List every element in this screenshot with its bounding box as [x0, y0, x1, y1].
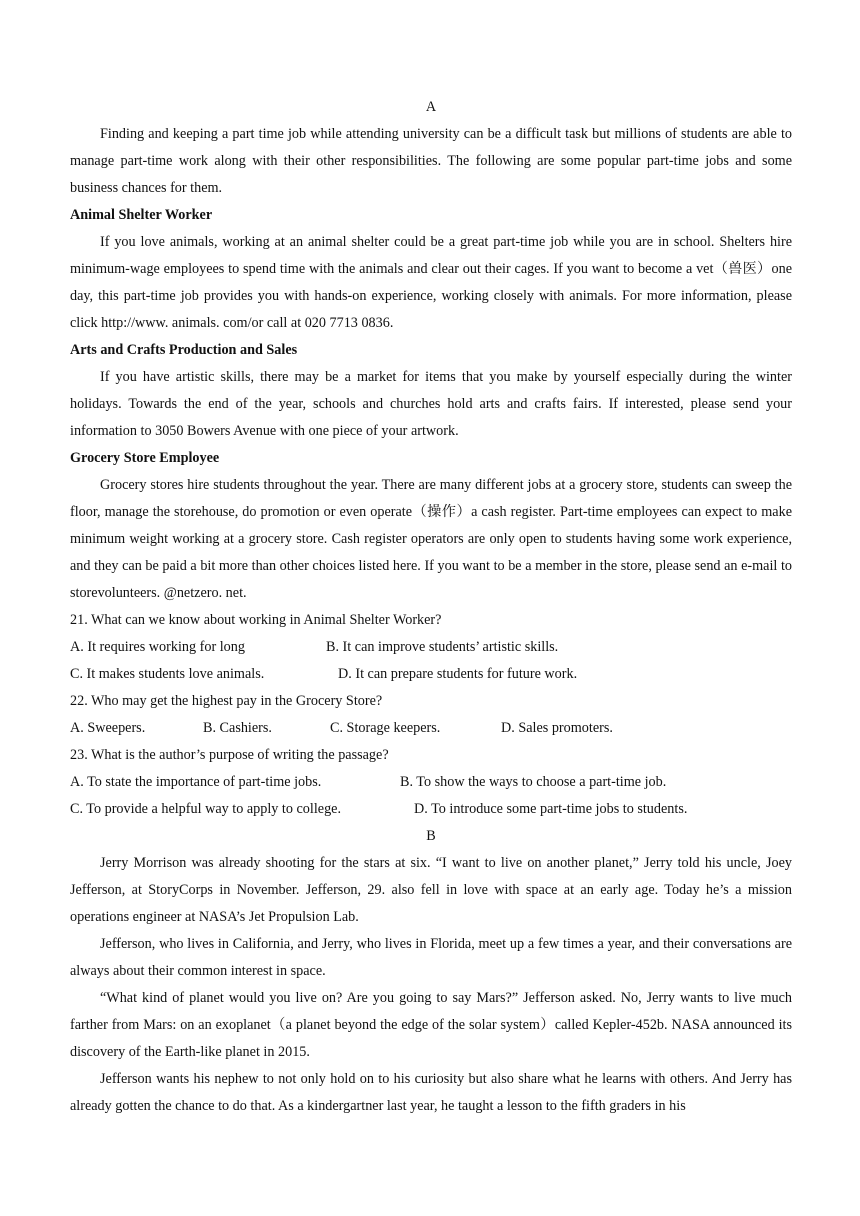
option-d: D. Sales promoters.: [501, 720, 613, 736]
option-c: C. Storage keepers.: [330, 720, 441, 736]
job-paragraph: Grocery stores hire students throughout the year. There are many different jobs at a grocery store, students can sweep the floor, manage the storehouse, do promotion or even operate（操作）a cash register. Part-time employees can expect to make minimum weight working at a grocery store. Cash register operators are only open to students having some work experience, and they can be paid a bit more than other choices listed here. If you want to be a member in the store, please send an e-mail to storevolunteers. @netzero. net.: [70, 477, 792, 601]
passage-b-paragraph: Jerry Morrison was already shooting for the stars at six. “I want to live on another planet,” Jerry told his uncle, Joey Jefferson, at StoryCorps in November. Jefferson, 29. also fell in love with space at an early age. Today he’s a mission operations engineer at NASA’s Jet Propulsion Lab.: [70, 855, 792, 925]
intro-paragraph: Finding and keeping a part time job while attending university can be a difficult task but millions of students are able to manage part-time work along with their other responsibilities. The following are some popular part-time jobs and some business chances for them.: [70, 126, 792, 196]
option-d: D. To introduce some part-time jobs to students.: [414, 801, 688, 817]
question-22: 22. Who may get the highest pay in the Grocery Store?: [70, 693, 383, 709]
job-heading: Animal Shelter Worker: [70, 207, 213, 223]
options-row: [70, 715, 792, 742]
option-a: A. Sweepers.: [70, 720, 146, 736]
section-b-label: B: [426, 828, 436, 844]
options-row: [70, 769, 792, 796]
question-21: 21. What can we know about working in Animal Shelter Worker?: [70, 612, 442, 628]
option-a: A. It requires working for long: [70, 639, 245, 655]
section-a-label: A: [425, 99, 437, 115]
document-page: [70, 94, 792, 1120]
job-heading: Grocery Store Employee: [70, 450, 220, 466]
options-row: [70, 661, 792, 688]
option-b: B. Cashiers.: [203, 720, 272, 736]
option-b: B. To show the ways to choose a part-time job.: [400, 774, 667, 790]
option-c: C. To provide a helpful way to apply to college.: [70, 801, 342, 817]
passage-b-paragraph: Jefferson, who lives in California, and Jerry, who lives in Florida, meet up a few times a year, and their conversations are always about their common interest in space.: [70, 936, 792, 979]
option-c: C. It makes students love animals.: [70, 666, 265, 682]
passage-b-paragraph: “What kind of planet would you live on? Are you going to say Mars?” Jefferson asked. No, Jerry wants to live much farther from Mars: on an exoplanet（a planet beyond the edge of the solar system）called Kepler-452b. NASA announced its discovery of the Earth-like planet in 2015.: [70, 990, 792, 1060]
job-heading: Arts and Crafts Production and Sales: [70, 342, 298, 358]
question-23: 23. What is the author’s purpose of writing the passage?: [70, 747, 389, 763]
option-d: D. It can prepare students for future work.: [338, 666, 578, 682]
options-row: [70, 796, 792, 823]
option-b: B. It can improve students’ artistic skills.: [326, 639, 559, 655]
job-paragraph: If you have artistic skills, there may be a market for items that you make by yourself especially during the winter holidays. Towards the end of the year, schools and churches hold arts and crafts fairs. If interested, please send your information to 3050 Bowers Avenue with one piece of your artwork.: [70, 369, 792, 439]
option-a: A. To state the importance of part-time jobs.: [70, 774, 322, 790]
options-row: [70, 634, 792, 661]
passage-b-paragraph: Jefferson wants his nephew to not only hold on to his curiosity but also share what he learns with others. And Jerry has already gotten the chance to do that. As a kindergartner last year, he taught a lesson to the fifth graders in his: [70, 1071, 792, 1114]
job-paragraph: If you love animals, working at an animal shelter could be a great part-time job while you are in school. Shelters hire minimum-wage employees to spend time with the animals and clear out their cages. If you want to become a vet（兽医）one day, this part-time job provides you with hands-on experience, working closely with animals. For more information, please click http://www. animals. com/or call at 020 7713 0836.: [70, 234, 792, 331]
